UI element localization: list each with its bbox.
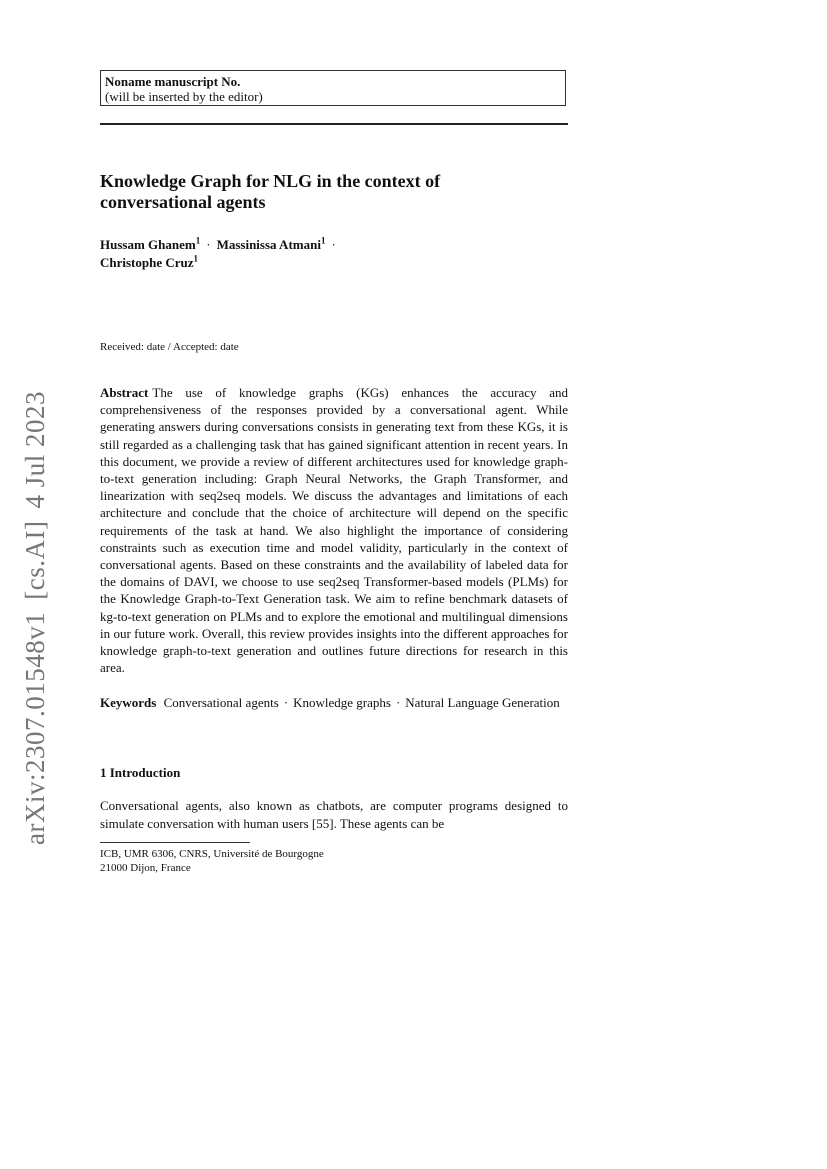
abstract (100, 384, 568, 676)
keyword: Knowledge graphs (293, 695, 391, 710)
author-separator: · (331, 237, 336, 252)
keyword-separator: · (283, 695, 289, 710)
keyword-separator: · (395, 695, 401, 710)
footnote (100, 847, 324, 875)
author-affiliation: 1 (193, 253, 199, 264)
keyword: Conversational agents (163, 695, 279, 710)
arxiv-category: [cs.AI] (20, 520, 50, 600)
keywords-label: Keywords (100, 695, 157, 710)
author-affiliation: 1 (195, 235, 201, 246)
author-affiliation: 1 (320, 235, 326, 246)
affiliation-line-1: ICB, UMR 6306, CNRS, Université de Bourgogne (100, 848, 324, 860)
author-name: Christophe Cruz (100, 255, 194, 270)
received-date: Received: date / Accepted: date (100, 341, 239, 353)
arxiv-date: 4 Jul 2023 (20, 391, 50, 509)
keywords (100, 694, 568, 711)
editor-box (100, 70, 566, 106)
title-line-2: conversational agents (100, 192, 266, 212)
author-separator: · (206, 237, 211, 252)
section-body: Conversational agents, also known as chatbots, are computer programs designed to simulate conversation with human users [55]. These agents can be (100, 798, 568, 831)
author-name: Hussam Ghanem (100, 237, 196, 252)
author-list (100, 236, 570, 272)
author-name: Massinissa Atmani (216, 237, 321, 252)
title-line-1: Knowledge Graph for NLG in the context of (100, 171, 441, 191)
paper-title (100, 171, 570, 213)
arxiv-stamp (20, 379, 51, 845)
abstract-text: The use of knowledge graphs (KGs) enhances the accuracy and comprehensiveness of the responses provided by a conversational agent. While generating answers during conversations consists in generating text from these KGs, it is still regarded as a challenging task that has gained significant attention in recent years. In this document, we provide a review of different architectures used for knowledge graph-to-text generation including: Graph Neural Networks, the Graph Transformer, and linearization with seq2seq models. We discuss the advantages and limitations of each architecture and conclude that the choice of architecture will depend on the specific requirements of the task at hand. We also highlight the importance of considering constraints such as execution time and model validity, particularly in the context of conversational agents. Based on these constraints and the availability of labeled data for the domains of DAVI, we choose to use seq2seq Transformer-based models (PLMs) for the Knowledge Graph-to-Text Generation task. We aim to refine benchmark datasets of kg-to-text generation on PLMs and to explore the emotional and multilingual dimensions in our future work. Overall, this review provides insights into the different approaches for knowledge graph-to-text generation and outlines future directions for research in this area. (100, 385, 568, 676)
arxiv-id: arXiv:2307.01548v1 (20, 611, 50, 845)
abstract-label: Abstract (100, 385, 149, 400)
footnote-rule (100, 842, 250, 843)
affiliation-line-2: 21000 Dijon, France (100, 862, 191, 874)
header-rule (100, 123, 568, 125)
section-heading: 1 Introduction (100, 765, 181, 780)
keyword: Natural Language Generation (405, 695, 560, 710)
editor-note: (will be inserted by the editor) (105, 89, 263, 104)
manuscript-number: Noname manuscript No. (105, 74, 241, 89)
